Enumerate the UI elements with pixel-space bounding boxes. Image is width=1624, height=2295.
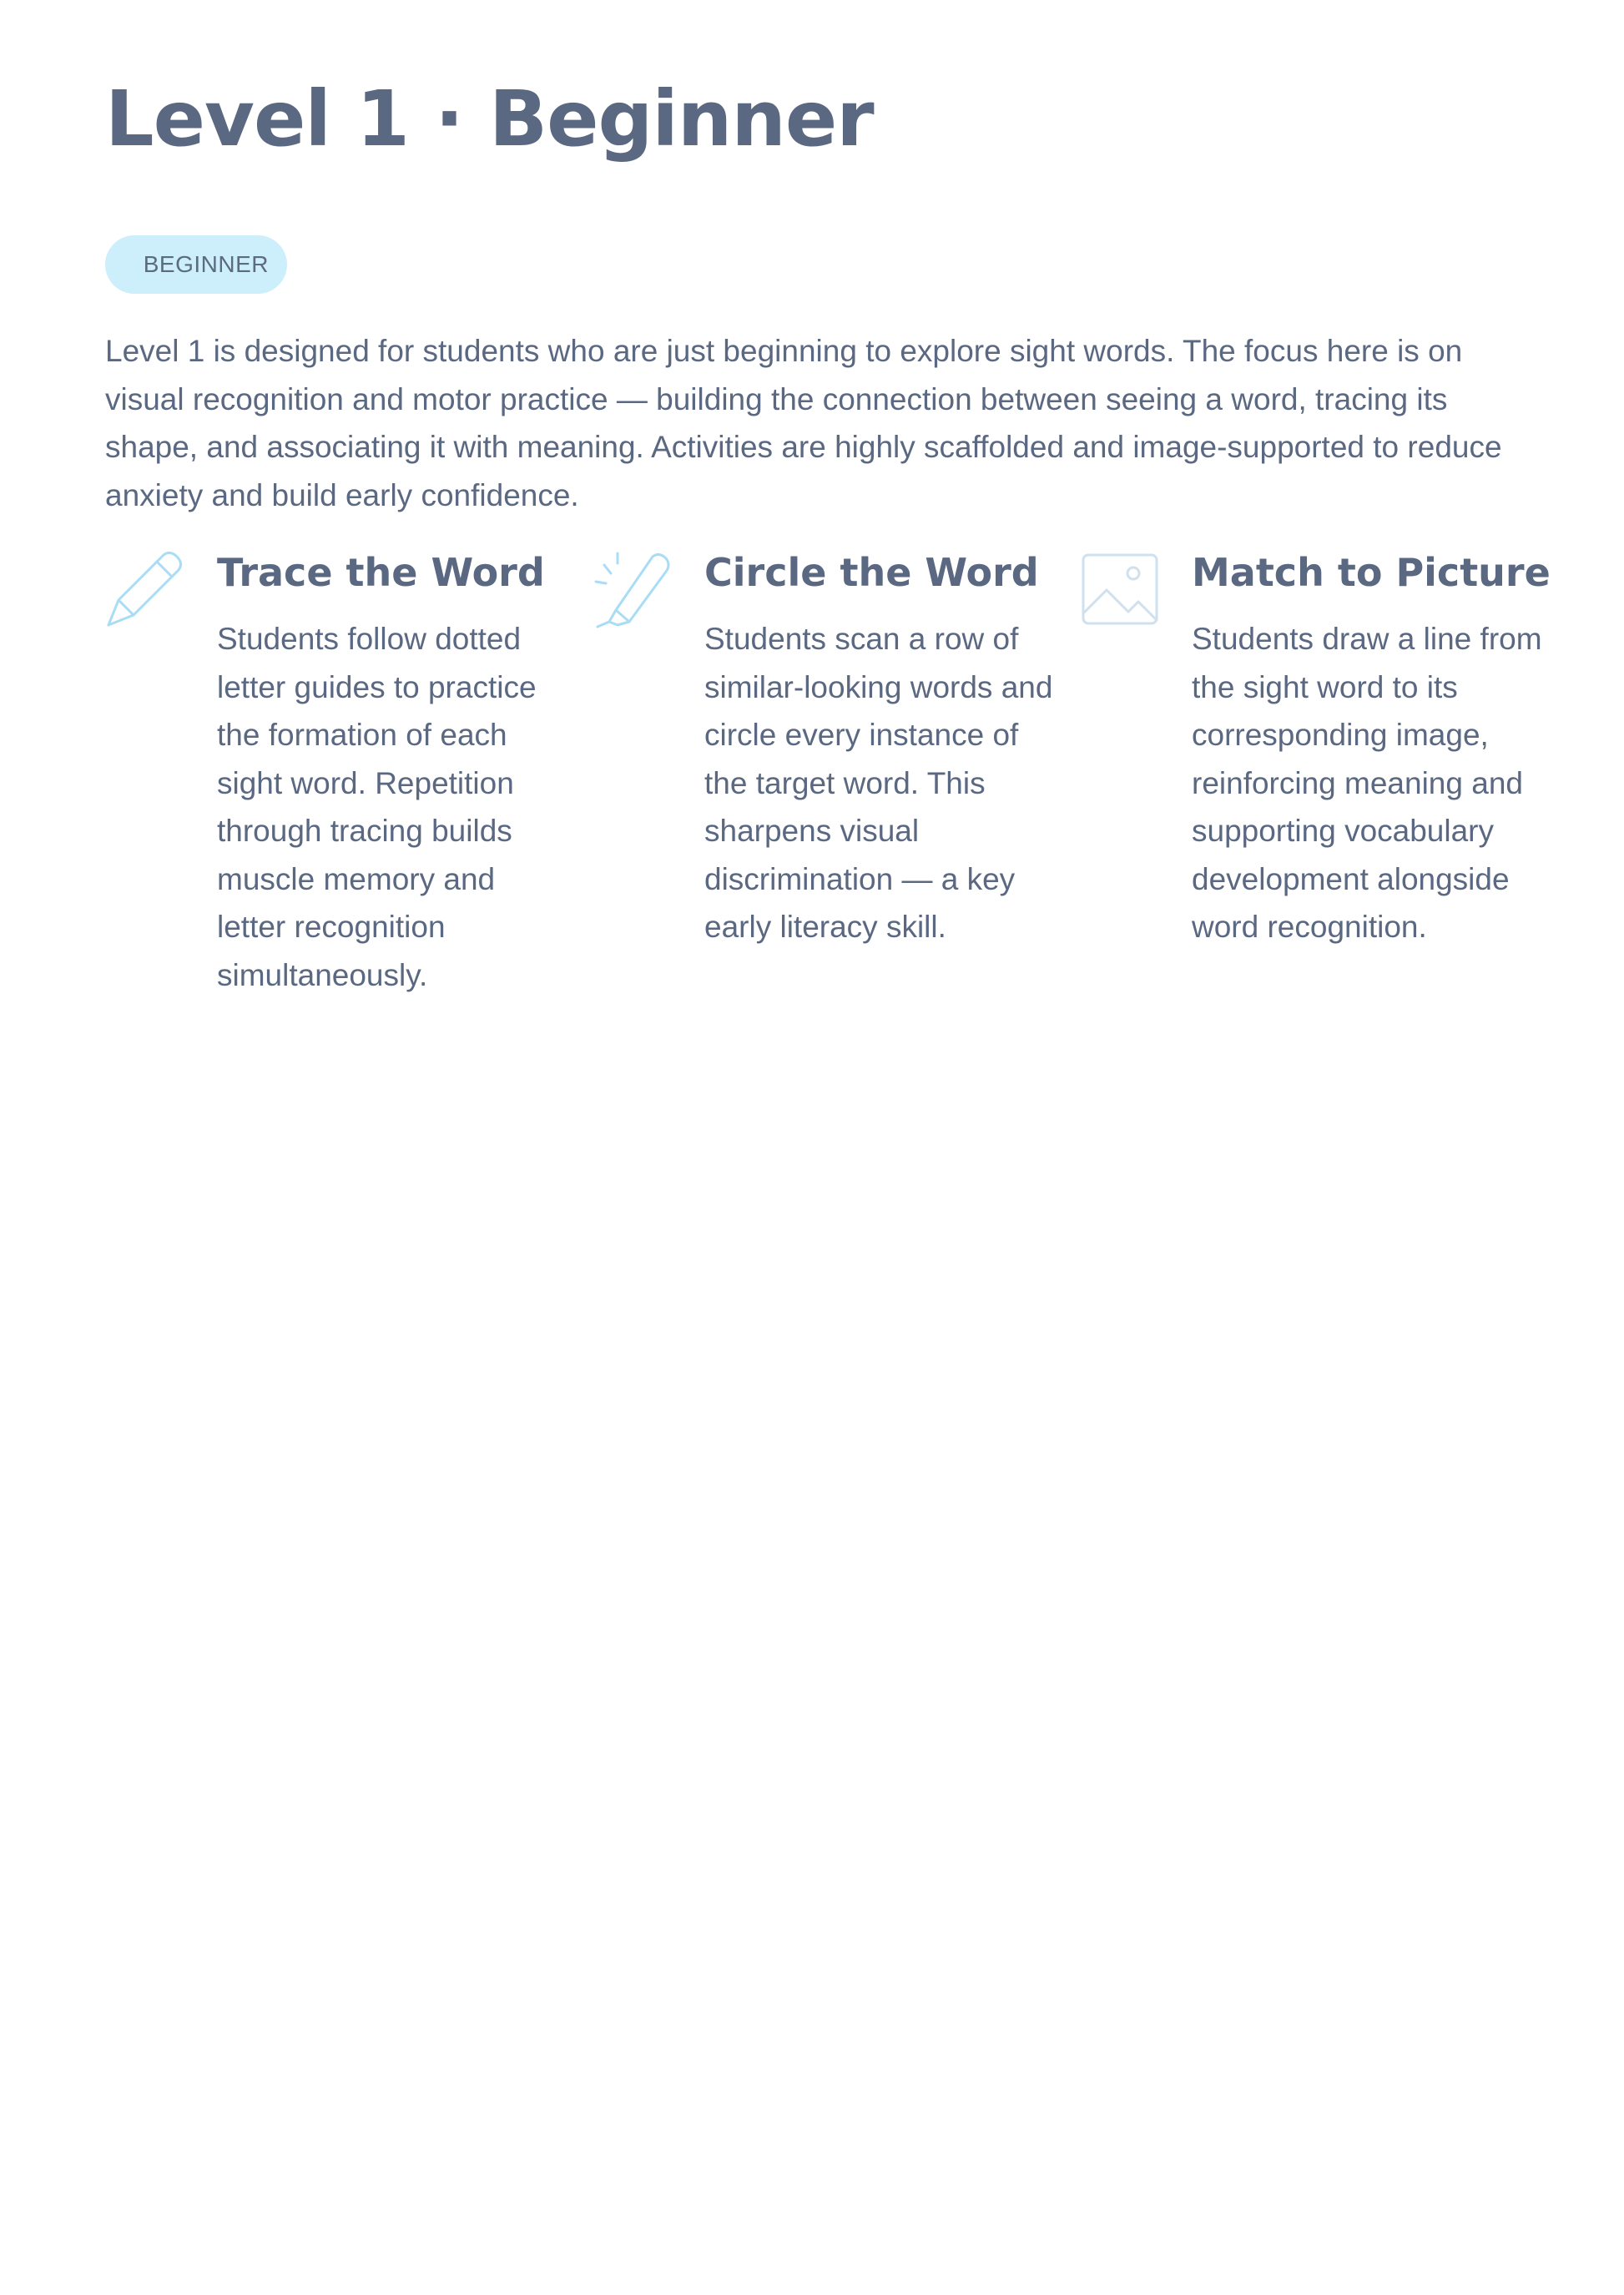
activity-title: Trace the Word: [217, 550, 545, 595]
activity-description: Students follow dotted letter guides to practice the formation of each sight word. Repetition through tracing builds muscle memory and letter recognition simultaneously.: [217, 622, 537, 992]
highlighter-icon: [593, 550, 673, 630]
level-badge: [105, 235, 287, 294]
page-title: Level 1 · Beginner: [105, 74, 874, 164]
activity-list: [105, 547, 1551, 1014]
image-icon: [1080, 550, 1160, 630]
level-badge-label: BEGINNER: [143, 251, 269, 277]
activity-description: Students scan a row of similar-looking words and circle every instance of the target word. This sharpens visual discrimination — a key early literacy skill.: [704, 622, 1053, 944]
intro-paragraph: Level 1 is designed for students who are just beginning to explore sight words. The focus here is on visual recognition and motor practice — building the connection between seeing a word, tracing its shape, and associating it with meaning. Activities are highly scaffolded and image-supported to reduce anxiety and build early confidence.: [105, 334, 1502, 512]
activity-title: Circle the Word: [704, 550, 1039, 595]
activity-description: Students draw a line from the sight word to its corresponding image, reinforcing meaning and supporting vocabulary development alongside word recognition.: [1192, 622, 1542, 944]
pencil-icon: [105, 550, 185, 630]
activity-title: Match to Picture: [1192, 550, 1551, 595]
